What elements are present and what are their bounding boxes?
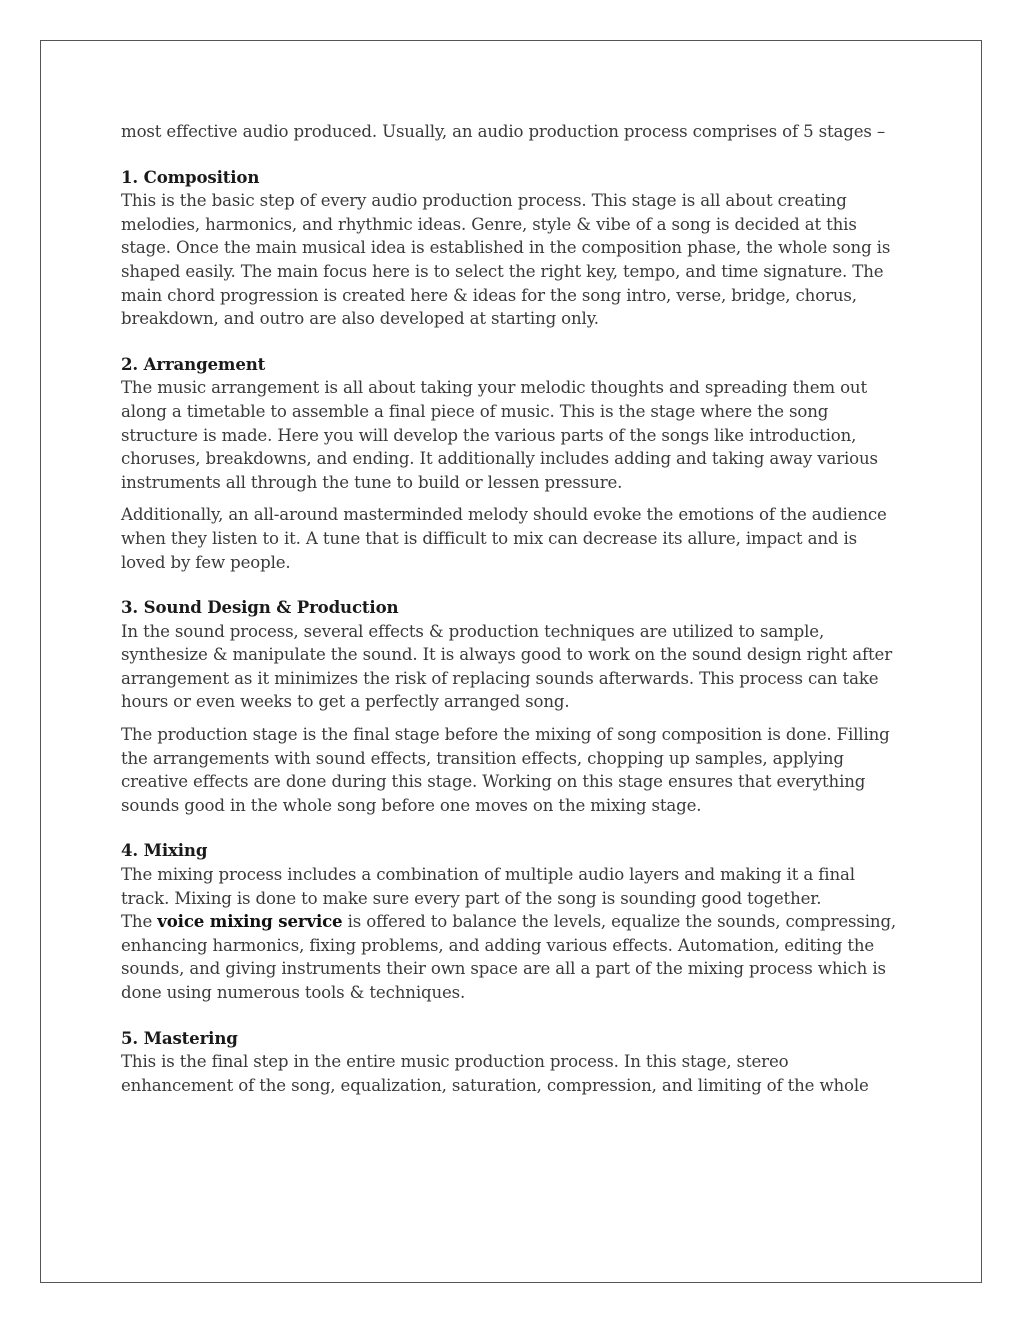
section-heading: 3. Sound Design & Production	[121, 597, 399, 618]
mixing-text-line1: The mixing process includes a combination of multiple audio layers and making it a final track. Mixing is done to make sure every part of the song is sounding good together.	[121, 865, 855, 908]
section-mixing	[121, 839, 905, 1004]
section-paragraph: This is the final step in the entire music production process. In this stage, stereo enhancement of the song, equalization, saturation, compression, and limiting of the whole	[121, 1052, 869, 1095]
section-paragraph: The production stage is the final stage before the mixing of song composition is done. Filling the arrangements with sound effects, transition effects, chopping up samples, applying creative effects are done during this stage. Working on this stage ensures that everything sounds good in the whole song before one moves on the mixing stage.	[121, 725, 890, 815]
section-paragraph: The music arrangement is all about taking your melodic thoughts and spreading them out along a timetable to assemble a final piece of music. This is the stage where the song structure is made. Here you will develop the various parts of the songs like introduction, choruses, breakdowns, and ending. It additionally includes adding and taking away various instruments all through the tune to build or lessen pressure.	[121, 378, 878, 492]
section-paragraph	[121, 863, 905, 1005]
section-sound-design-production	[121, 596, 905, 817]
voice-mixing-service-link[interactable]: voice mixing service	[157, 911, 343, 932]
section-paragraph: This is the basic step of every audio production process. This stage is all about creating melodies, harmonics, and rhythmic ideas. Genre, style & vibe of a song is decided at this stage. Once the main musical idea is established in the composition phase, the whole song is shaped easily. The main focus here is to select the right key, tempo, and time signature. The main chord progression is created here & ideas for the song intro, verse, bridge, chorus, breakdown, and outro are also developed at starting only.	[121, 191, 891, 329]
section-heading: 4. Mixing	[121, 840, 208, 861]
section-paragraph: In the sound process, several effects & production techniques are utilized to sample, synthesize & manipulate the sound. It is always good to work on the sound design right after arrangement as it minimizes the risk of replacing sounds afterwards. This process can take hours or even weeks to get a perfectly arranged song.	[121, 621, 892, 712]
intro-paragraph: most effective audio produced. Usually, an audio production process comprises of 5 stages –	[121, 122, 886, 141]
document-body	[121, 120, 905, 1119]
section-arrangement	[121, 353, 905, 574]
section-composition	[121, 166, 905, 331]
mixing-link-suffix: is offered to balance the levels, equalize the sounds, compressing, enhancing harmonics, fixing problems, and adding various effects. Automation, editing the sounds, and giving instruments their own space are all a part of the mixing process which is done using numerous tools & techniques.	[121, 912, 897, 1002]
section-heading: 1. Composition	[121, 166, 260, 187]
section-heading: 2. Arrangement	[121, 353, 266, 374]
mixing-link-prefix: The	[121, 912, 158, 932]
section-mastering	[121, 1027, 905, 1098]
section-paragraph: Additionally, an all-around masterminded melody should evoke the emotions of the audience when they listen to it. A tune that is difficult to mix can decrease its allure, impact and is loved by few people.	[121, 505, 887, 572]
section-heading: 5. Mastering	[121, 1027, 238, 1048]
